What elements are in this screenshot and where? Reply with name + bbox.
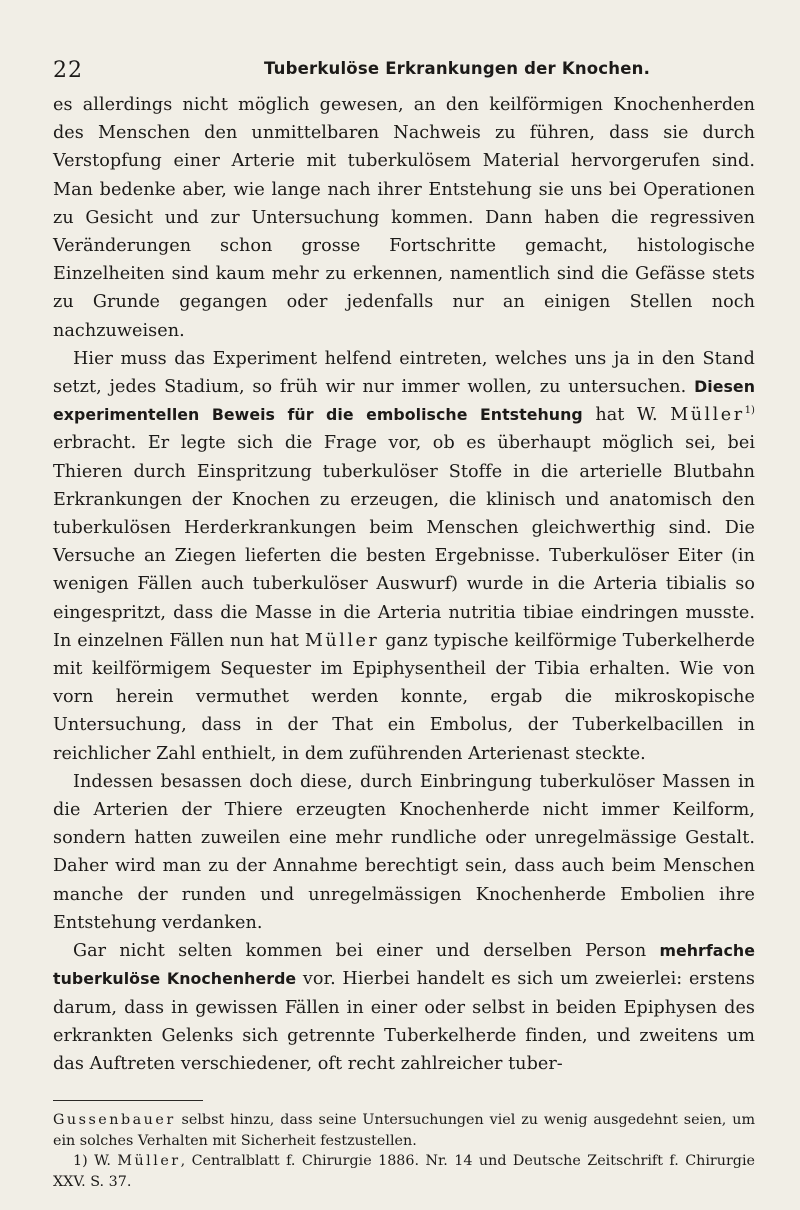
paragraph-4-emphasis: mehrfache tuberkulöse Knochenherde [53,941,755,989]
paragraph-2-text-a: Hier muss das Experiment helfend eintreten, welches uns ja in den Stand setzt, jedes Stadium, so früh wir nur immer wollen, zu untersuchen. [53,348,755,398]
footnote-continuation [53,1110,755,1151]
footnote-1 [53,1151,755,1192]
footnotes [53,1100,755,1192]
paragraph-4-text-b: vor. Hierbei handelt es sich um zweierlei: erstens darum, dass in gewissen Fällen in einer oder selbst in beiden Epiphysen des erkrankten Gelenks sich getrennte Tuberkelherde finden, und zweitens um das Auftreten verschiedener, oft recht zahlreicher tuber- [53,969,755,1074]
author-name-mueller-2: Müller [304,630,380,651]
footnote-1-mark: 1) W. [73,1153,118,1169]
paragraph-2 [53,345,755,768]
paragraph-2-text-c: erbracht. Er legte sich die Frage vor, ob es überhaupt möglich sei, bei Thieren durch Einspritzung tuberkulöser Stoffe in die arterielle Blutbahn Erkrankungen der Knochen zu erzeugen, die klinisch und anatomisch den tuberkulösen Herderkrankungen beim Menschen gleichwerthig sind. Die Versuche an Ziegen lieferten die besten Ergebnisse. Tuberkulöser Eiter (in wenigen Fällen auch tuberkulöser Auswurf) wurde in die Arteria tibialis so eingespritzt, dass die Masse in die Arteria nutritia tibiae eindringen musste. In einzelnen Fällen nun hat [53,433,755,651]
footnote-1-text: , Centralblatt f. Chirurgie 1886. Nr. 14 und Deutsche Zeitschrift f. Chirurgie XXV. S. 37. [53,1153,755,1190]
footnote-1-author: Müller [117,1153,181,1169]
running-head [53,56,755,84]
paragraph-2-emphasis: Diesen experimentellen Beweis für die embolische Entstehung [53,377,755,425]
author-name-mueller: Müller [670,405,745,426]
paragraph-1: es allerdings nicht möglich gewesen, an den keilförmigen Knochenherden des Menschen den unmittelbaren Nachweis zu führen, dass sie durch Verstopfung einer Arterie mit tuberkulösem Material hervorgerufen sind. Man bedenke aber, wie lange nach ihrer Entstehung sie uns bei Operationen zu Gesicht und zur Untersuchung kommen. Dann haben die regressiven Veränderungen schon grosse Fortschritte gemacht, histologische Einzelheiten sind kaum mehr zu erkennen, namentlich sind die Gefässe stets zu Grunde gegangen oder jedenfalls nur an einigen Stellen noch nachzuweisen. [53,95,755,341]
paragraph-4 [53,937,755,1078]
page-number: 22 [53,58,83,83]
running-title: Tuberkulöse Erkrankungen der Knochen. [264,59,651,78]
paragraph-3: Indessen besassen doch diese, durch Einbringung tuberkulöser Massen in die Arterien der Thiere erzeugten Knochenherde nicht immer Keilform, sondern hatten zuweilen eine mehr rundliche oder unregelmässige Gestalt. Daher wird man zu der Annahme berechtigt sein, dass auch beim Menschen manche der runden und unregelmässigen Knochenherde Embolien ihre Entstehung verdanken. [53,771,755,933]
paragraph-2-text-d: ganz typische keilförmige Tuberkelherde mit keilförmigem Sequester im Epiphysentheil der Tibia erhalten. Wie von vorn herein vermuthet werden konnte, ergab die mikroskopische Untersuchung, dass in der That ein Embolus, der Tuberkelbacillen in reichlicher Zahl enthielt, in dem zuführenden Arterienast steckte. [53,630,756,764]
author-name-gussenbauer: Gussenbauer [53,1112,176,1128]
footnote-rule [53,1100,203,1101]
paragraph-4-text-a: Gar nicht selten kommen bei einer und derselben Person [73,941,660,962]
footnote-reference: 1) [744,405,755,417]
paragraph-2-text-b: hat W. [582,405,671,426]
footnote-continuation-text: selbst hinzu, dass seine Untersuchungen viel zu wenig ausgedehnt seien, um ein solches Verhalten mit Sicherheit festzustellen. [53,1112,755,1149]
main-text [53,91,755,1078]
